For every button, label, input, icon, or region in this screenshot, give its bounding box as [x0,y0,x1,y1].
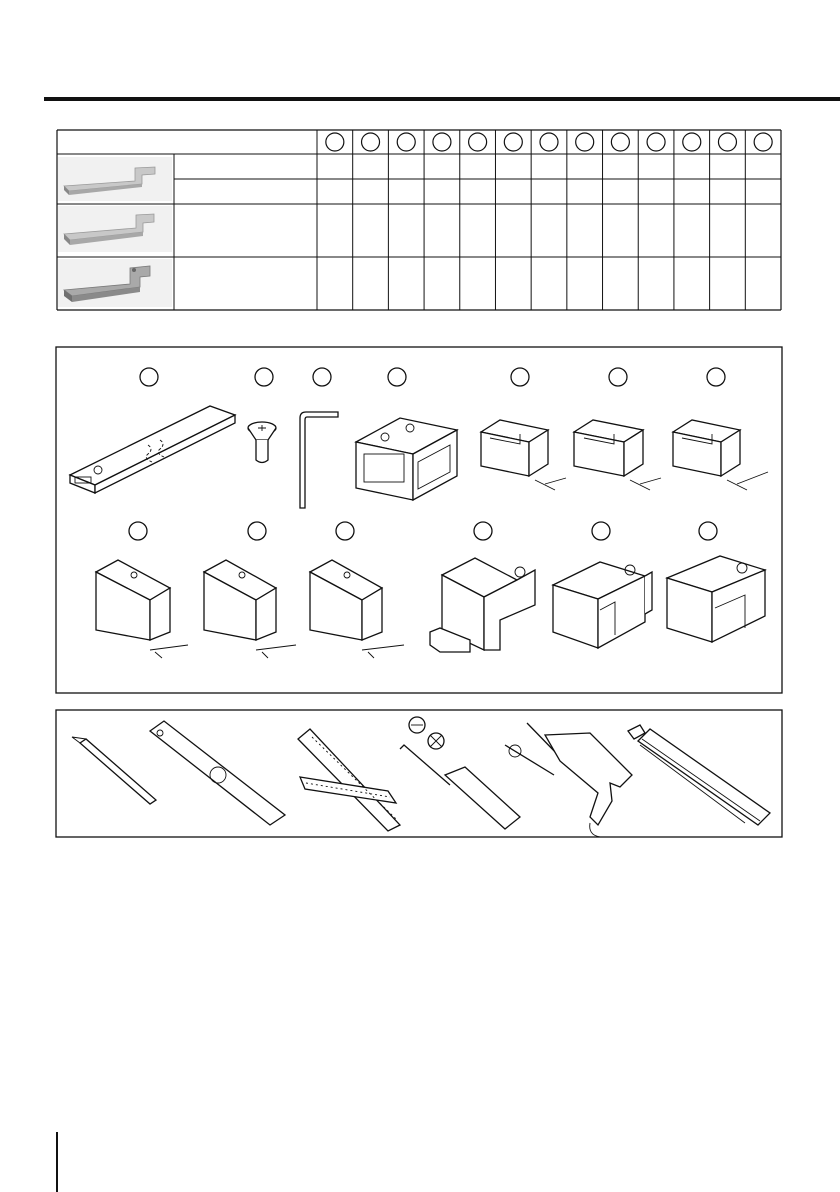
column-marker-circle [469,133,487,151]
column-marker-circle [576,133,594,151]
bar-thumbnail-3 [58,259,172,307]
glass-clamp-c-icon [673,420,768,490]
pencil-icon [72,737,156,804]
tools-panel [0,705,840,840]
folding-ruler-icon [298,729,400,831]
column-marker-circle [326,133,344,151]
glass-clamp-a-icon [481,420,566,490]
screwdriver-icon [400,717,520,829]
column-marker-circle [362,133,380,151]
hacksaw-icon [628,725,770,825]
parts-table [0,0,840,330]
drill-icon [505,723,632,837]
bar-thumbnail-1 [58,157,172,201]
profile-bar-icon [70,406,235,493]
column-marker-circle [647,133,665,151]
column-marker-circle [718,133,736,151]
end-cap-b-icon [204,560,296,658]
footer-rule [56,1132,58,1192]
column-marker-circle [504,133,522,151]
parts-panel [0,340,840,700]
allen-key-icon [300,412,338,508]
column-marker-circle [754,133,772,151]
column-marker-circle [540,133,558,151]
column-marker-circle [611,133,629,151]
end-cap-c-icon [310,560,404,658]
column-marker-circle [397,133,415,151]
bar-thumbnail-2 [58,206,172,252]
column-marker-circle [433,133,451,151]
wall-bracket-c-icon [667,556,765,642]
countersunk-screw-icon [248,422,276,463]
wall-bracket-b-icon [553,562,652,648]
glass-clamp-b-icon [574,420,661,490]
cross-connector-icon [356,418,457,500]
end-cap-a-icon [96,560,188,658]
wall-bracket-a-icon [430,558,535,652]
column-marker-circle [683,133,701,151]
spirit-level-icon [150,721,285,825]
